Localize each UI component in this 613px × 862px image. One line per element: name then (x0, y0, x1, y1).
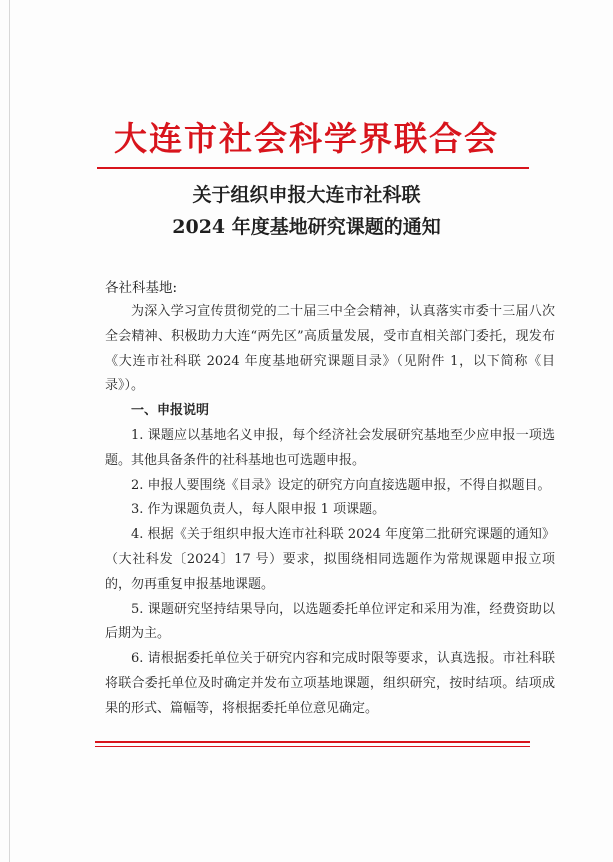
letterhead-title: 大连市社会科学界联合会 (114, 119, 499, 158)
list-item: 3. 作为课题负责人，每人限申报 1 项课题。 (131, 502, 386, 518)
notice-title-line-2: 2024 年度基地研究课题的通知 (172, 216, 441, 238)
notice-title-line-1: 关于组织申报大连市社科联 (192, 184, 421, 206)
footer-red-rule (95, 741, 530, 743)
notice-body (105, 300, 555, 722)
list-item: 5. 课题研究坚持结果导向，以选题委托单位评定和采用为准，经费资助以后期为主。 (105, 601, 555, 642)
list-item: 2. 申报人要围绕《目录》设定的研究方向直接选题申报，不得自拟题目。 (131, 477, 551, 493)
letterhead-red-rule (97, 167, 529, 169)
list-item: 4. 根据《关于组织申报大连市社科联 2024 年度第二批研究课题的通知》（大社科发〔2024〕17 号）要求，拟围绕相同选题作为常规课题申报立项的，勿再重复申报基地课题。 (105, 527, 555, 592)
list-item: 6. 请根据委托单位关于研究内容和完成时限等要求，认真选报。市社科联将联合委托单位及时确定并发布立项基地课题，组织研究，按时结项。结项成果的形式、篇幅等，将根据委托单位意见确定。 (105, 651, 555, 716)
footer-red-rule-thin (95, 746, 530, 747)
intro-paragraph: 为深入学习宣传贯彻党的二十届三中全会精神，认真落实市委十三届八次全会精神、积极助力大连“两先区”高质量发展，受市直相关部门委托，现发布《大连市社科联 2024 年度基地研究课题目录》（见附件 1，以下简称《目录》）。 (105, 304, 555, 394)
list-item: 1. 课题应以基地名义申报，每个经济社会发展研究基地至少应申报一项选题。其他具备条件的社科基地也可选题申报。 (105, 427, 555, 468)
section-heading-1: 一、申报说明 (131, 403, 210, 419)
salutation: 各社科基地: (105, 280, 178, 296)
